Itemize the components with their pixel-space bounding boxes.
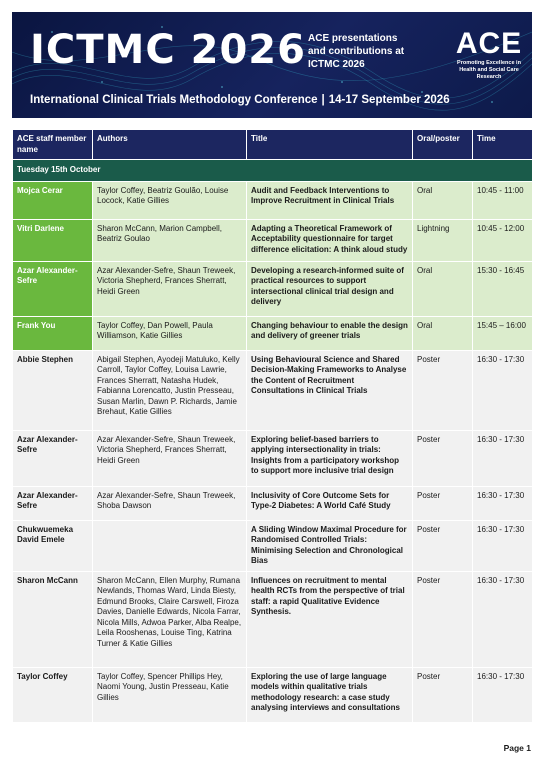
time-cell: 16:30 - 17:30 (473, 571, 533, 667)
conference-name-line (30, 92, 450, 108)
table-row (13, 520, 533, 571)
table-row (13, 667, 533, 722)
header-staff: ACE staff member name (13, 130, 93, 160)
table-row (13, 316, 533, 350)
separator: | (321, 94, 325, 106)
title-cell: Using Behavioural Science and Shared Decision-Making Frameworks to Analyse the Content of Recruitment Consultations in Clinical Trials (247, 350, 413, 430)
staff-name: Taylor Coffey (13, 667, 93, 722)
banner-subtitle: ACE presentations and contributions at ICTMC 2026 (308, 33, 405, 70)
authors-cell: Sharon McCann, Marion Campbell, Beatriz Goulao (93, 219, 247, 261)
authors-cell: Taylor Coffey, Spencer Phillips Hey, Naomi Young, Justin Presseau, Katie Gillies (93, 667, 247, 722)
type-cell: Poster (413, 571, 473, 667)
time-cell: 16:30 - 17:30 (473, 350, 533, 430)
time-cell: 16:30 - 17:30 (473, 486, 533, 520)
title-cell: A Sliding Window Maximal Procedure for Randomised Controlled Trials: Minimising Selection and Chronological Bias (247, 520, 413, 571)
type-cell: Oral (413, 261, 473, 316)
staff-name: Sharon McCann (13, 571, 93, 667)
staff-name: Azar Alexander-Sefre (13, 430, 93, 486)
time-cell: 15:45 – 16:00 (473, 316, 533, 350)
authors-cell: Azar Alexander-Sefre, Shaun Treweek, Victoria Shepherd, Frances Sherratt, Heidi Green (93, 430, 247, 486)
time-cell: 16:30 - 17:30 (473, 667, 533, 722)
day-row (13, 160, 533, 182)
type-cell: Poster (413, 667, 473, 722)
title-cell: Changing behaviour to enable the design and delivery of greener trials (247, 316, 413, 350)
title-cell: Exploring belief-based barriers to applying intersectionality in trials: Insights from a participatory workshop to support more inclusive trial design (247, 430, 413, 486)
schedule-table (12, 129, 533, 723)
table-row (13, 486, 533, 520)
authors-cell: Azar Alexander-Sefre, Shaun Treweek, Shoba Dawson (93, 486, 247, 520)
time-cell: 10:45 - 11:00 (473, 181, 533, 219)
time-cell: 10:45 - 12:00 (473, 219, 533, 261)
ace-logo-tagline: Promoting Excellence in Health and Social Care Research (457, 60, 521, 80)
header-time: Time (473, 130, 533, 160)
header-type: Oral/poster (413, 130, 473, 160)
type-cell: Poster (413, 430, 473, 486)
table-row (13, 181, 533, 219)
table-row (13, 571, 533, 667)
type-cell: Poster (413, 486, 473, 520)
time-cell: 15:30 - 16:45 (473, 261, 533, 316)
title-cell: Audit and Feedback Interventions to Improve Recruitment in Clinical Trials (247, 181, 413, 219)
time-cell: 16:30 - 17:30 (473, 430, 533, 486)
table-header-row (13, 130, 533, 160)
table-row (13, 350, 533, 430)
time-cell: 16:30 - 17:30 (473, 520, 533, 571)
type-cell: Poster (413, 350, 473, 430)
authors-cell: Sharon McCann, Ellen Murphy, Rumana Newlands, Thomas Ward, Linda Biesty, Edmund Brooks, Claire Carswell, Firoza Davies, Danielle Edwards, Nicola Farrar, Nicola Mills, Adwoa Parker, Alba Realpe, Leila Rooshenas, Louise Ting, Katrina Turner & Katie Gillies (93, 571, 247, 667)
staff-name: Mojca Cerar (13, 181, 93, 219)
staff-name: Chukwuemeka David Emele (13, 520, 93, 571)
title-cell: Exploring the use of large language models within qualitative trials methodology research: a case study analysing interviews and consultations (247, 667, 413, 722)
type-cell: Oral (413, 181, 473, 219)
staff-name: Azar Alexander-Sefre (13, 261, 93, 316)
table-row (13, 219, 533, 261)
type-cell: Oral (413, 316, 473, 350)
authors-cell (93, 520, 247, 571)
page-number: Page 1 (503, 743, 531, 753)
title-cell: Inclusivity of Core Outcome Sets for Type-2 Diabetes: A World Café Study (247, 486, 413, 520)
day-label: Tuesday 15th October (13, 160, 533, 182)
type-cell: Poster (413, 520, 473, 571)
staff-name: Azar Alexander-Sefre (13, 486, 93, 520)
table-row (13, 261, 533, 316)
conference-dates: 14-17 September 2026 (328, 94, 450, 106)
ace-logo (452, 28, 526, 81)
authors-cell: Taylor Coffey, Dan Powell, Paula Williamson, Katie Gillies (93, 316, 247, 350)
authors-cell: Abigail Stephen, Ayodeji Matuluko, Kelly Carroll, Taylor Coffey, Louisa Lawrie, Frances Sherratt, Natasha Hudek, Fabianna Lorencatto, Justin Presseau, Susan Marlin, Dawn P. Richards, Jamie Brehaut, Katie Gillies (93, 350, 247, 430)
header-title: Title (247, 130, 413, 160)
staff-name: Abbie Stephen (13, 350, 93, 430)
title-cell: Adapting a Theoretical Framework of Acceptability questionnaire for target difference elicitation: A think aloud study (247, 219, 413, 261)
authors-cell: Taylor Coffey, Beatriz Goulão, Louise Locock, Katie Gillies (93, 181, 247, 219)
conference-name: International Clinical Trials Methodology Conference (30, 94, 318, 106)
ace-logo-text: ACE (455, 27, 523, 60)
type-cell: Lightning (413, 219, 473, 261)
title-cell: Influences on recruitment to mental health RCTs from the perspective of trial staff: a rapid Qualitative Evidence Synthesis. (247, 571, 413, 667)
header-banner (12, 12, 532, 118)
staff-name: Vitri Darlene (13, 219, 93, 261)
header-authors: Authors (93, 130, 247, 160)
staff-name: Frank You (13, 316, 93, 350)
table-row (13, 430, 533, 486)
title-cell: Developing a research-informed suite of practical resources to support intersectional clinical trial design and delivery (247, 261, 413, 316)
authors-cell: Azar Alexander-Sefre, Shaun Treweek, Victoria Shepherd, Frances Sherratt, Heidi Green (93, 261, 247, 316)
conference-logo-title: ICTMC 2026 (30, 27, 306, 73)
